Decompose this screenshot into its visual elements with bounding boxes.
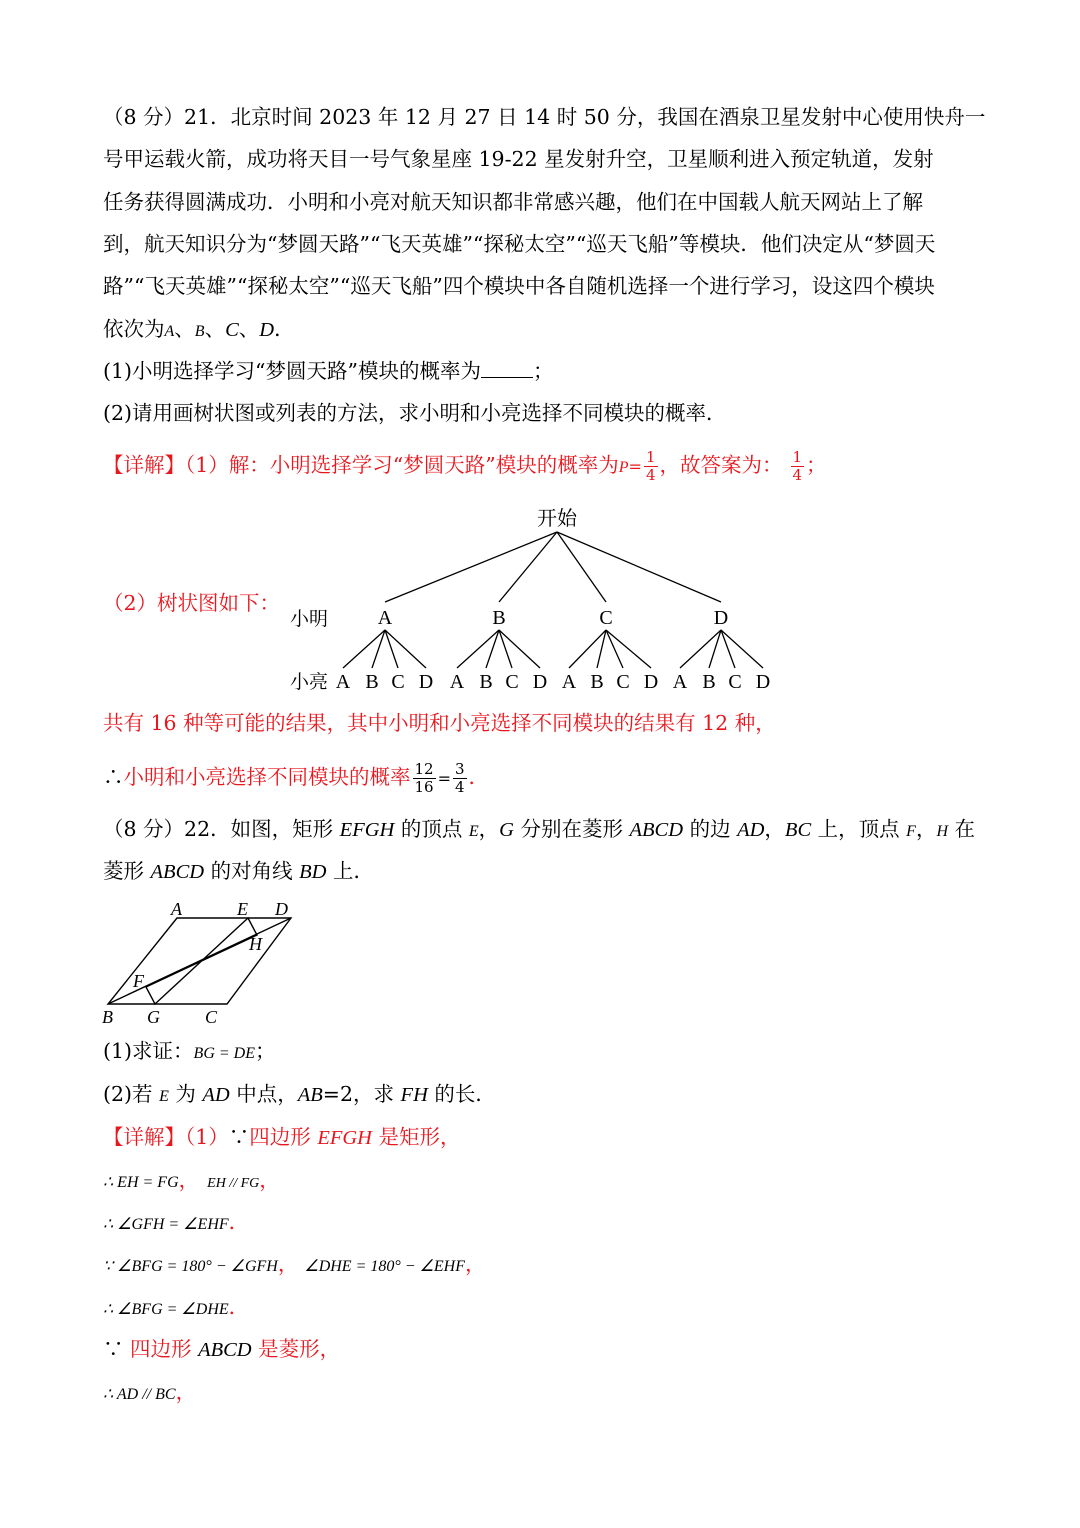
q21-line-6: 依次为A、B、C、D．: [103, 317, 295, 341]
tree-node-c: C: [599, 607, 613, 629]
q21-line-5: 路”“飞天英雄”“探秘太空”“巡天飞船”四个模块中各自随机选择一个进行学习，设这四个模块: [103, 274, 935, 298]
rhombus-figure: [95, 895, 305, 1030]
q21-line-1: （8 分）21．北京时间 2023 年 12 月 27 日 14 时 50 分，我国在酒泉卫星发射中心使用快舟一: [103, 105, 986, 129]
leaf-c-a: A: [561, 671, 577, 693]
rectangle-efgh: [146, 918, 257, 1004]
label-a: A: [171, 899, 182, 919]
q22-part-2: (2)若 E 为 AD 中点，AB=2，求 FH 的长．: [103, 1082, 496, 1106]
q22-line-1: （8 分）22．如图，矩形 EFGH 的顶点 E，G 分别在菱形 ABCD 的边 AD，BC 上，顶点 F，H 在: [103, 817, 976, 841]
tree-edges-level2: [343, 630, 763, 668]
leaf-d-d: D: [755, 671, 771, 693]
fraction-twelve-sixteenths: $\frac{12}{16}$: [414, 760, 434, 796]
tree-edges-level1: [385, 532, 721, 602]
label-c: C: [205, 1007, 218, 1027]
fraction-three-quarters: $\frac{3}{4}$: [455, 760, 465, 796]
leaf-b-c: C: [505, 671, 519, 693]
label-b: B: [102, 1007, 113, 1027]
diagonal-bd: [108, 918, 291, 1004]
q21-line-4: 到，航天知识分为“梦圆天路”“飞天英雄”“探秘太空”“巡天飞船”等模块．他们决定从“梦圆天: [103, 232, 936, 256]
sol22-step-1: 【详解】（1）∵四边形 EFGH 是矩形，: [103, 1125, 461, 1149]
leaf-a-a: A: [335, 671, 351, 693]
q21-line-2: 号甲运载火箭，成功将天目一号气象星座 19-22 星发射升空，卫星顺利进入预定轨道，发射: [103, 147, 934, 171]
sol22-step-7: ∴ AD // BC，: [103, 1380, 197, 1404]
leaf-c-b: B: [590, 671, 604, 693]
sol21-result: 共有 16 种等可能的结果，其中小明和小亮选择不同模块的结果有 12 种，: [103, 711, 776, 735]
leaf-b-d: D: [532, 671, 548, 693]
leaf-a-c: C: [391, 671, 405, 693]
answer-fraction: $\frac{1}{4}$: [792, 448, 803, 484]
tree-label-xiaoliang: 小亮: [290, 672, 329, 693]
leaf-b-b: B: [479, 671, 493, 693]
leaf-c-d: D: [643, 671, 659, 693]
leaf-a-b: B: [365, 671, 379, 693]
tree-label-xiaoming: 小明: [290, 609, 329, 630]
tree-root: 开始: [537, 508, 577, 530]
fraction-one-quarter: $\frac{1}{4}$: [645, 448, 656, 484]
tree-node-d: D: [713, 607, 729, 629]
label-h: H: [249, 934, 262, 954]
leaf-b-a: A: [449, 671, 465, 693]
tree-node-a: A: [377, 607, 393, 629]
tree-diagram: [280, 500, 790, 700]
sol22-step-6: ∵ 四边形 ABCD 是菱形，: [103, 1337, 341, 1361]
sol22-step-2: ∴ EH = FG， EH // FG，: [103, 1168, 280, 1192]
leaf-d-a: A: [672, 671, 688, 693]
tree-node-b: B: [492, 607, 506, 629]
q21-part-1: (1)小明选择学习“梦圆天路”模块的概率为 ；: [103, 359, 554, 383]
leaf-d-c: C: [728, 671, 742, 693]
label-g: G: [147, 1007, 160, 1027]
q22-part-1: (1)求证：BG = DE；: [103, 1039, 276, 1063]
tree-intro: （2）树状图如下：: [103, 591, 281, 615]
label-d: D: [275, 899, 288, 919]
tree-leaves: [336, 671, 770, 693]
leaf-a-d: D: [418, 671, 434, 693]
sol21-part-1: 【详解】（1）解：小明选择学习“梦圆天路”模块的概率为P= $\frac{1}{4}$ ，故答案为： $\frac{1}{4}$ ；: [103, 448, 827, 484]
sol21-probability: ∴小明和小亮选择不同模块的概率 $\frac{12}{16}$ = $\frac{3}{4}$ ．: [103, 760, 490, 796]
leaf-c-c: C: [616, 671, 630, 693]
q21-part-2: (2)请用画树状图或列表的方法，求小明和小亮选择不同模块的概率．: [103, 401, 727, 425]
leaf-d-b: B: [702, 671, 716, 693]
answer-blank: [481, 359, 533, 378]
q22-line-2: 菱形 ABCD 的对角线 BD 上．: [103, 859, 374, 883]
sol22-step-3: ∴ ∠GFH = ∠EHF．: [103, 1210, 250, 1234]
sol22-step-5: ∴ ∠BFG = ∠DHE．: [103, 1295, 250, 1319]
q21-line-3: 任务获得圆满成功．小明和小亮对航天知识都非常感兴趣，他们在中国载人航天网站上了解: [103, 190, 923, 214]
sol22-step-4: ∵ ∠BFG = 180° − ∠GFH， ∠DHE = 180° − ∠EHF，: [103, 1252, 486, 1276]
label-f: F: [133, 971, 144, 991]
label-e: E: [237, 899, 248, 919]
